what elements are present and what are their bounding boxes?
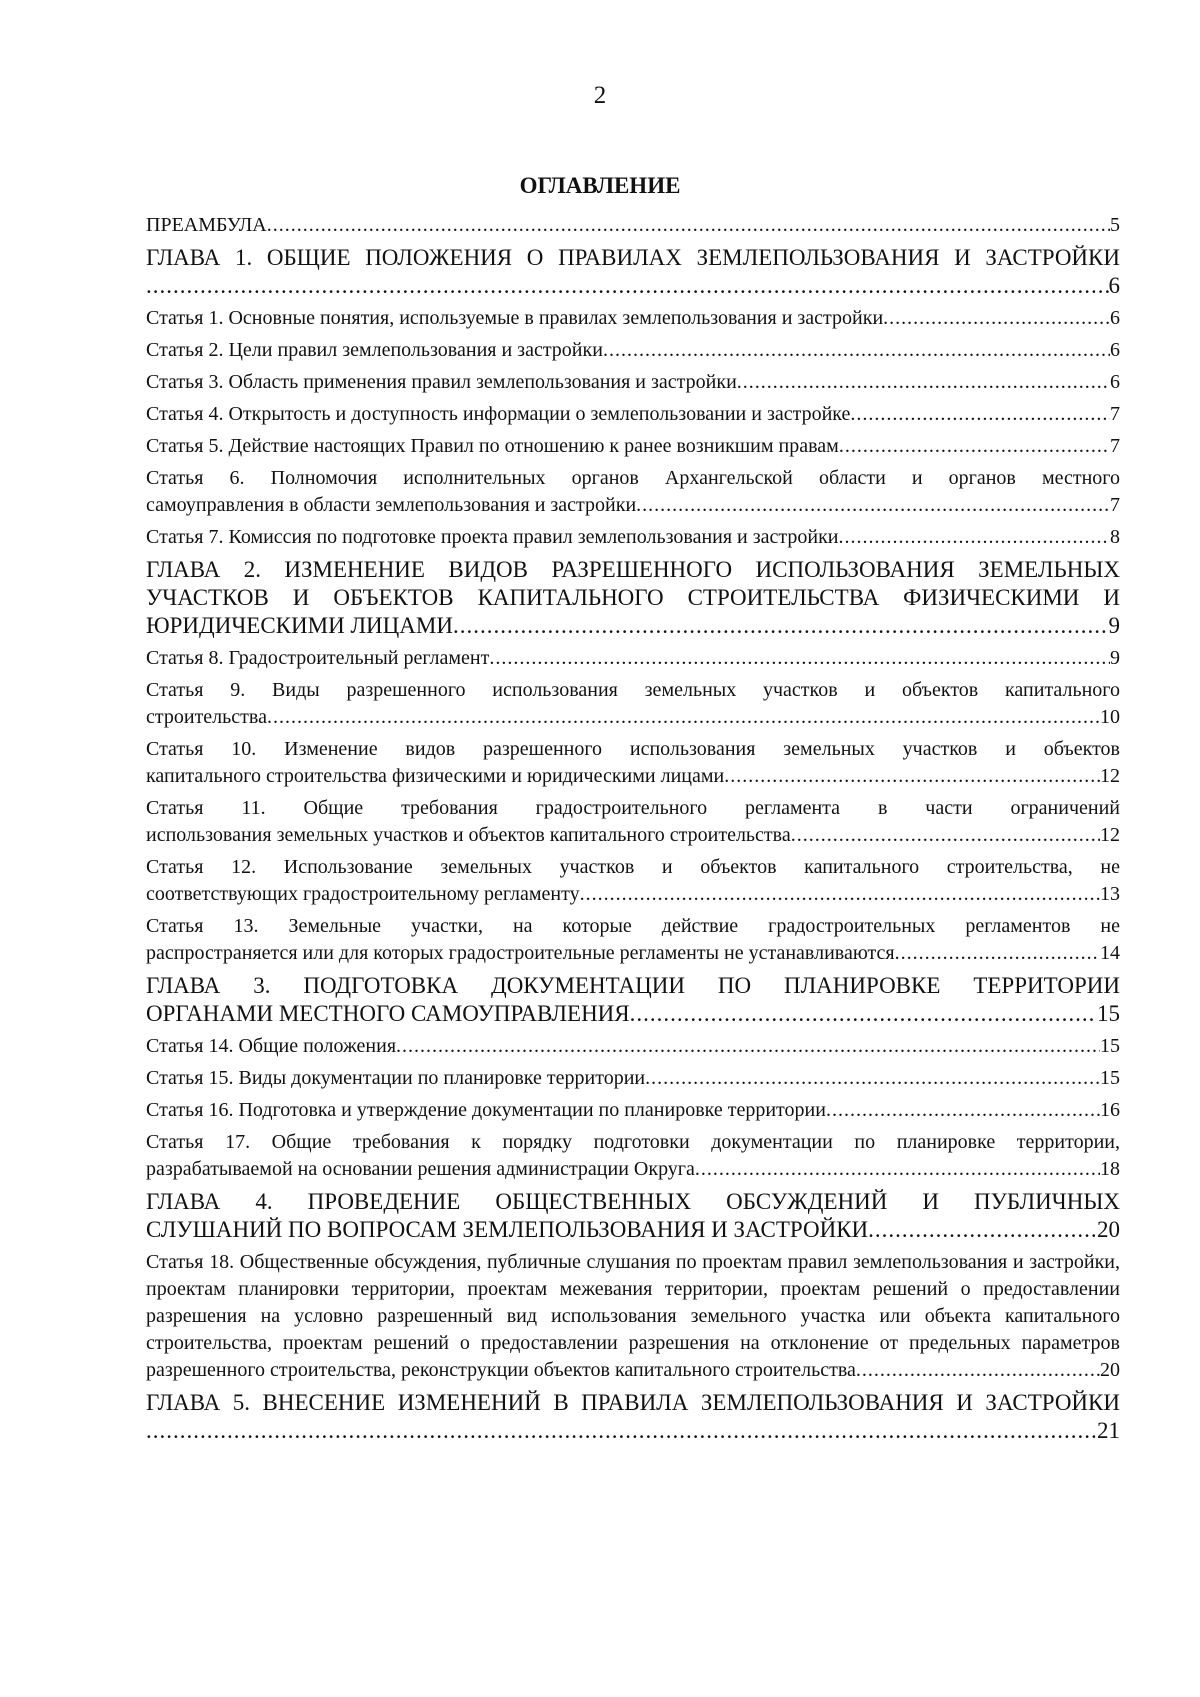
toc-article-entry[interactable] xyxy=(146,369,1120,396)
toc-entry-heading-text: Статья 18. Общественные обсуждения, публичные слушания по проектам правил землепользования и застройки, проектам планировки территории, проектам межевания территории, проектам решений о предоставлении разрешения на условно разрешенный вид использования земельного участка или объекта капитального строительства, проектам решений о предоставлении разрешения на отклонение от предельных параметров xyxy=(146,1251,1120,1354)
toc-entry-page-number: 15 xyxy=(1100,1067,1120,1089)
toc-entry-page-number: 20 xyxy=(1097,1217,1120,1242)
toc-entry-title: распространяется или для которых градостроительные регламенты не устанавливаются xyxy=(146,942,895,964)
toc-entry-line xyxy=(146,401,1120,428)
toc-entry-line xyxy=(146,1156,1120,1183)
toc-entry-title: СЛУШАНИЙ ПО ВОПРОСАМ ЗЕМЛЕПОЛЬЗОВАНИЯ И ЗАСТРОЙКИ xyxy=(146,1217,869,1242)
toc-entry-page-number: 6 xyxy=(1110,307,1120,329)
dot-leader xyxy=(883,305,1110,332)
dot-leader xyxy=(839,524,1110,551)
toc-entry-heading-text: ГЛАВА 2. ИЗМЕНЕНИЕ ВИДОВ РАЗРЕШЕННОГО ИСПОЛЬЗОВАНИЯ ЗЕМЕЛЬНЫХ УЧАСТКОВ И ОБЪЕКТОВ КАПИТАЛЬНОГО СТРОИТЕЛЬСТВА ФИЗИЧЕСКИМИ И xyxy=(146,557,1120,610)
dot-leader xyxy=(791,822,1100,849)
toc-article-entry[interactable] xyxy=(146,433,1120,460)
dot-leader xyxy=(850,401,1110,428)
toc-entry-title: самоуправления в области землепользования и застройки xyxy=(146,494,637,516)
dot-leader xyxy=(895,940,1100,967)
toc-entry-page-number: 7 xyxy=(1110,403,1120,425)
toc-entry-line xyxy=(146,1000,1120,1028)
toc-entry-title: Статья 14. Общие положения xyxy=(146,1035,397,1057)
table-of-contents xyxy=(146,212,1120,1450)
toc-entry-line xyxy=(146,612,1120,640)
dot-leader xyxy=(267,704,1100,731)
toc-entry-title: Статья 3. Область применения правил землепользования и застройки xyxy=(146,371,737,393)
toc-chapter-entry[interactable] xyxy=(146,1188,1120,1244)
toc-entry-heading-text: Статья 6. Полномочия исполнительных органов Архангельской области и органов местного xyxy=(146,467,1120,489)
toc-entry-title: Статья 5. Действие настоящих Правил по отношению к ранее возникшим правам xyxy=(146,435,839,457)
toc-entry-page-number: 12 xyxy=(1100,824,1120,846)
toc-entry-page-number: 12 xyxy=(1100,765,1120,787)
dot-leader xyxy=(839,433,1110,460)
toc-entry-heading-text: Статья 12. Использование земельных участков и объектов капитального строительства, не xyxy=(146,856,1120,878)
toc-entry-line xyxy=(146,881,1120,908)
toc-entry-line xyxy=(146,433,1120,460)
toc-entry-page-number: 15 xyxy=(1097,1001,1120,1026)
toc-article-entry[interactable] xyxy=(146,212,1120,239)
toc-entry-title: Статья 4. Открытость и доступность информации о землепользовании и застройке xyxy=(146,403,851,425)
toc-chapter-entry[interactable] xyxy=(146,1389,1120,1445)
dot-leader xyxy=(267,212,1110,239)
toc-entry-page-number: 18 xyxy=(1100,1158,1120,1180)
toc-entry-line xyxy=(146,1216,1120,1244)
toc-entry-page-number: 6 xyxy=(1108,273,1120,298)
toc-entry-heading-text: ГЛАВА 3. ПОДГОТОВКА ДОКУМЕНТАЦИИ ПО ПЛАНИРОВКЕ ТЕРРИТОРИИ xyxy=(146,973,1120,998)
toc-entry-title: Статья 7. Комиссия по подготовке проекта правил землепользования и застройки xyxy=(146,526,839,548)
toc-entry-page-number: 13 xyxy=(1100,883,1120,905)
toc-entry-page-number: 20 xyxy=(1100,1359,1120,1381)
dot-leader xyxy=(737,369,1110,396)
toc-entry-line xyxy=(146,704,1120,731)
toc-entry-line xyxy=(146,337,1120,364)
dot-leader xyxy=(630,1000,1097,1028)
toc-entry-heading-text: Статья 9. Виды разрешенного использования земельных участков и объектов капитального xyxy=(146,679,1120,701)
toc-article-entry[interactable] xyxy=(146,1129,1120,1183)
toc-article-entry[interactable] xyxy=(146,736,1120,790)
toc-entry-heading-text: Статья 17. Общие требования к порядку подготовки документации по планировке территории, xyxy=(146,1131,1120,1153)
dot-leader xyxy=(695,1156,1100,1183)
toc-entry-page-number: 6 xyxy=(1110,339,1120,361)
toc-entry-page-number: 10 xyxy=(1100,706,1120,728)
toc-entry-line xyxy=(146,763,1120,790)
toc-entry-line xyxy=(146,524,1120,551)
toc-article-entry[interactable] xyxy=(146,465,1120,519)
toc-entry-heading-text: Статья 10. Изменение видов разрешенного использования земельных участков и объектов xyxy=(146,738,1120,760)
toc-entry-title: разрешенного строительства, реконструкции объектов капитального строительства xyxy=(146,1359,856,1381)
toc-article-entry[interactable] xyxy=(146,1097,1120,1124)
toc-entry-page-number: 7 xyxy=(1110,435,1120,457)
page-number: 2 xyxy=(593,82,607,109)
toc-entry-title: ПРЕАМБУЛА xyxy=(146,214,267,236)
toc-article-entry[interactable] xyxy=(146,795,1120,849)
dot-leader xyxy=(724,763,1100,790)
toc-entry-title: Статья 16. Подготовка и утверждение документации по планировке территории xyxy=(146,1099,826,1121)
toc-chapter-entry[interactable] xyxy=(146,556,1120,640)
toc-entry-line xyxy=(146,1417,1120,1445)
toc-chapter-entry[interactable] xyxy=(146,244,1120,300)
toc-entry-title: ОРГАНАМИ МЕСТНОГО САМОУПРАВЛЕНИЯ xyxy=(146,1001,630,1026)
toc-entry-line xyxy=(146,492,1120,519)
toc-entry-heading-text: ГЛАВА 5. ВНЕСЕНИЕ ИЗМЕНЕНИЙ В ПРАВИЛА ЗЕМЛЕПОЛЬЗОВАНИЯ И ЗАСТРОЙКИ xyxy=(146,1390,1120,1415)
toc-article-entry[interactable] xyxy=(146,1249,1120,1384)
toc-entry-page-number: 9 xyxy=(1108,613,1120,638)
toc-article-entry[interactable] xyxy=(146,677,1120,731)
toc-article-entry[interactable] xyxy=(146,305,1120,332)
toc-entry-title: Статья 15. Виды документации по планировке территории xyxy=(146,1067,646,1089)
toc-article-entry[interactable] xyxy=(146,337,1120,364)
toc-entry-title: использования земельных участков и объектов капитального строительства xyxy=(146,824,791,846)
toc-entry-page-number: 7 xyxy=(1110,494,1120,516)
toc-entry-title: Статья 8. Градостроительный регламент xyxy=(146,647,490,669)
toc-entry-page-number: 21 xyxy=(1097,1418,1120,1443)
toc-entry-page-number: 5 xyxy=(1110,214,1120,236)
toc-article-entry[interactable] xyxy=(146,401,1120,428)
toc-entry-page-number: 6 xyxy=(1110,371,1120,393)
toc-chapter-entry[interactable] xyxy=(146,972,1120,1028)
toc-entry-heading-text: ГЛАВА 4. ПРОВЕДЕНИЕ ОБЩЕСТВЕННЫХ ОБСУЖДЕНИЙ И ПУБЛИЧНЫХ xyxy=(146,1189,1120,1214)
toc-entry-page-number: 15 xyxy=(1100,1035,1120,1057)
toc-entry-heading-text: Статья 11. Общие требования градостроительного регламента в части ограничений xyxy=(146,797,1120,819)
dot-leader xyxy=(146,272,1109,300)
toc-article-entry[interactable] xyxy=(146,1033,1120,1060)
dot-leader xyxy=(868,1216,1097,1244)
toc-entry-title: соответствующих градостроительному регламенту xyxy=(146,883,580,905)
dot-leader xyxy=(489,645,1110,672)
toc-entry-line xyxy=(146,822,1120,849)
dot-leader xyxy=(453,612,1109,640)
toc-entry-line xyxy=(146,1065,1120,1092)
toc-entry-title: Статья 2. Цели правил землепользования и застройки xyxy=(146,339,603,361)
toc-entry-line xyxy=(146,212,1120,239)
toc-entry-line xyxy=(146,272,1120,300)
dot-leader xyxy=(645,1065,1100,1092)
toc-article-entry[interactable] xyxy=(146,1065,1120,1092)
toc-entry-line xyxy=(146,940,1120,967)
toc-entry-line xyxy=(146,645,1120,672)
toc-entry-line xyxy=(146,1033,1120,1060)
toc-entry-line xyxy=(146,1357,1120,1384)
dot-leader xyxy=(603,337,1110,364)
toc-entry-heading-text: ГЛАВА 1. ОБЩИЕ ПОЛОЖЕНИЯ О ПРАВИЛАХ ЗЕМЛЕПОЛЬЗОВАНИЯ И ЗАСТРОЙКИ xyxy=(146,245,1120,270)
toc-entry-title: ЮРИДИЧЕСКИМИ ЛИЦАМИ xyxy=(146,613,453,638)
toc-entry-title: разрабатываемой на основании решения администрации Округа xyxy=(146,1158,695,1180)
toc-title: ОГЛАВЛЕНИЕ xyxy=(519,173,681,198)
toc-entry-page-number: 9 xyxy=(1110,647,1120,669)
dot-leader xyxy=(856,1357,1100,1384)
toc-entry-title: Статья 1. Основные понятия, используемые в правилах землепользования и застройки xyxy=(146,307,884,329)
toc-entry-title: капитального строительства физическими и юридическими лицами xyxy=(146,765,725,787)
dot-leader xyxy=(146,1417,1097,1445)
toc-entry-line xyxy=(146,305,1120,332)
toc-entry-page-number: 16 xyxy=(1100,1099,1120,1121)
toc-entry-page-number: 8 xyxy=(1110,526,1120,548)
dot-leader xyxy=(826,1097,1100,1124)
toc-entry-line xyxy=(146,1097,1120,1124)
toc-entry-title: строительства xyxy=(146,706,267,728)
toc-article-entry[interactable] xyxy=(146,524,1120,551)
toc-article-entry[interactable] xyxy=(146,913,1120,967)
dot-leader xyxy=(580,881,1100,908)
toc-article-entry[interactable] xyxy=(146,854,1120,908)
dot-leader xyxy=(396,1033,1100,1060)
toc-article-entry[interactable] xyxy=(146,645,1120,672)
dot-leader xyxy=(636,492,1110,519)
toc-entry-page-number: 14 xyxy=(1100,942,1120,964)
toc-entry-line xyxy=(146,369,1120,396)
toc-entry-heading-text: Статья 13. Земельные участки, на которые действие градостроительных регламентов не xyxy=(146,915,1120,937)
